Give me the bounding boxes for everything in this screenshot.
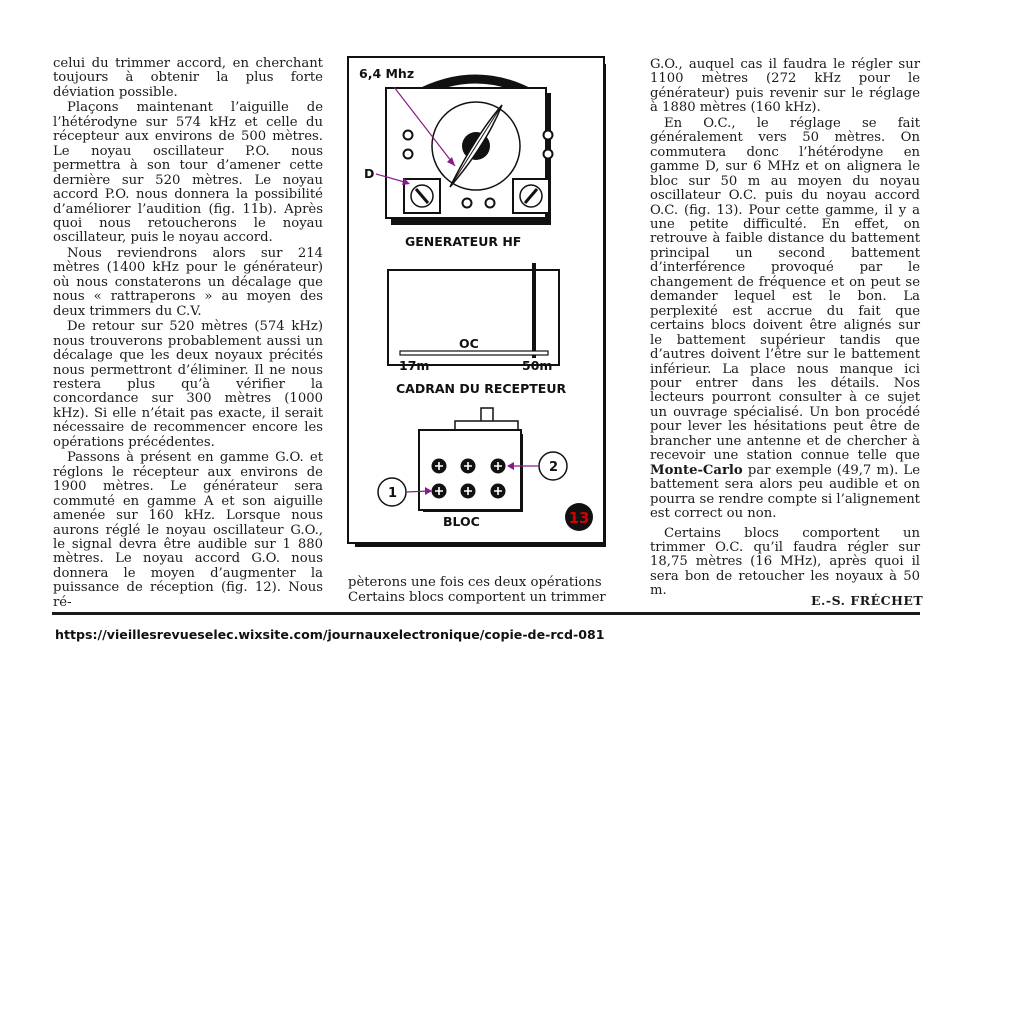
generator-range-label: D: [364, 166, 375, 181]
page-bottom-rule: [52, 612, 920, 615]
figure-number: 13: [568, 509, 590, 527]
paragraph: Nous reviendrons alors sur 214 mètres (1400 kHz pour le générateur) où nous constaterons un décalage que nous « rattraperons » au moyen des deux trimmers du C.V.: [53, 245, 323, 319]
receiver-caption: CADRAN DU RECEPTEUR: [396, 381, 567, 396]
paragraph: Certains blocs comportent un trimmer O.C. qu’il faudra régler sur 18,75 mètres (16 MHz), après quoi il sera bon de retoucher les noyaux à 50 m.: [650, 525, 920, 599]
station-name: Monte-Carlo: [650, 462, 743, 478]
generator-jack: [404, 131, 413, 140]
source-url: https://vieillesrevueselec.wixsite.com/journauxelectronique/copie-de-rcd-081: [55, 627, 605, 642]
paragraph: Certains blocs comportent un trimmer: [348, 590, 606, 606]
middle-column: [348, 576, 620, 607]
paragraph-text: par exemple (49,7 m). Le battement sera alors peu audible et on pourra se rendre compte si l’alignement est correct ou non.: [650, 462, 920, 522]
generator-hf-drawing: [376, 79, 553, 225]
generator-jack: [486, 199, 495, 208]
paragraph: Plaçons maintenant l’aiguille de l’hétérodyne sur 574 kHz et celle du récepteur aux environs de 500 mètres. Le noyau oscillateur P.O. nous permettra à son tour d’amener cette dernière sur 520 mètres. Le noyau accord P.O. nous donnera la possibilité d’améliorer l’audition (fig. 11b). Après quoi nous retoucherons le noyau oscillateur, puis le noyau accord.: [53, 100, 323, 246]
generator-jack: [463, 199, 472, 208]
callout-2-label: 2: [549, 460, 559, 475]
generator-jack: [544, 131, 553, 140]
paragraph: Passons à présent en gamme G.O. et réglons le récepteur aux environs de 1900 mètres. Le générateur sera commuté en gamme A et son aiguille amenée sur 160 kHz. Lorsque nous aurons réglé le noyau oscillateur G.O., le signal devra être audible sur 1 880 mètres. Le noyau accord G.O. nous donnera le moyen d’augmenter la puissance de réception (fig. 12). Nous ré-: [53, 450, 323, 610]
left-column: [53, 57, 323, 611]
paragraph: G.O., auquel cas il faudra le régler sur 1100 mètres (272 kHz pour le générateur) puis revenir sur le réglage à 1880 mètres (160 kHz).: [650, 57, 920, 116]
receiver-scale-end: 50m: [522, 358, 553, 373]
paragraph-text: En O.C., le réglage se fait généralement vers 50 mètres. On commutera donc l’hétérodyne en gamme D, sur 6 MHz et on alignera le bloc sur 50 m au moyen du noyau oscillateur O.C. puis du noyau accord O.C. (fig. 13). Pour cette gamme, il y a une petite difficulté. En effet, on retrouve à faible distance du battement principal un second battement d’interférence provoqué par le changement de fréquence et on peut se demander lequel est le bon. La perplexité est accrue du fait que certains blocs doivent être alignés sur le battement supérieur tandis que d’autres doivent l’être sur le battement inférieur. La place nous manque ici pour entrer dans les détails. Nos lecteurs pourront consulter à ce sujet un ouvrage spécialisé. Un bon procédé pour lever les hésitations peut être de brancher une antenne et de chercher à recevoir une station connue telle que: [650, 115, 920, 464]
paragraph: celui du trimmer accord, en cherchant toujours à obtenir la plus forte déviation possible.: [53, 56, 323, 100]
generator-jack: [544, 150, 553, 159]
receiver-band-label: OC: [459, 336, 479, 351]
generator-jack: [404, 150, 413, 159]
figure-13: [346, 55, 606, 547]
right-column: [650, 58, 920, 600]
generator-caption: GENERATEUR HF: [405, 234, 522, 249]
bloc-caption: BLOC: [443, 514, 480, 529]
receiver-scale: [400, 351, 548, 355]
paragraph: pèterons une fois ces deux opérations: [348, 575, 602, 590]
receiver-scale-start: 17m: [399, 358, 430, 373]
paragraph: [650, 117, 920, 522]
generator-frequency-label: 6,4 Mhz: [359, 66, 415, 81]
author-signature: E.-S. FRÉCHET: [811, 593, 924, 608]
bloc-shaft: [481, 408, 493, 422]
callout-1-label: 1: [388, 486, 398, 501]
paragraph: De retour sur 520 mètres (574 kHz) nous trouverons probablement aussi un décalage que les deux noyaux précités nous permettront d’éliminer. Il ne nous restera plus qu’à vérifier la concordance sur 300 mètres (1000 kHz). Si elle n’était pas exacte, il serait nécessaire de recommencer encore les opérations précédentes.: [53, 319, 323, 450]
